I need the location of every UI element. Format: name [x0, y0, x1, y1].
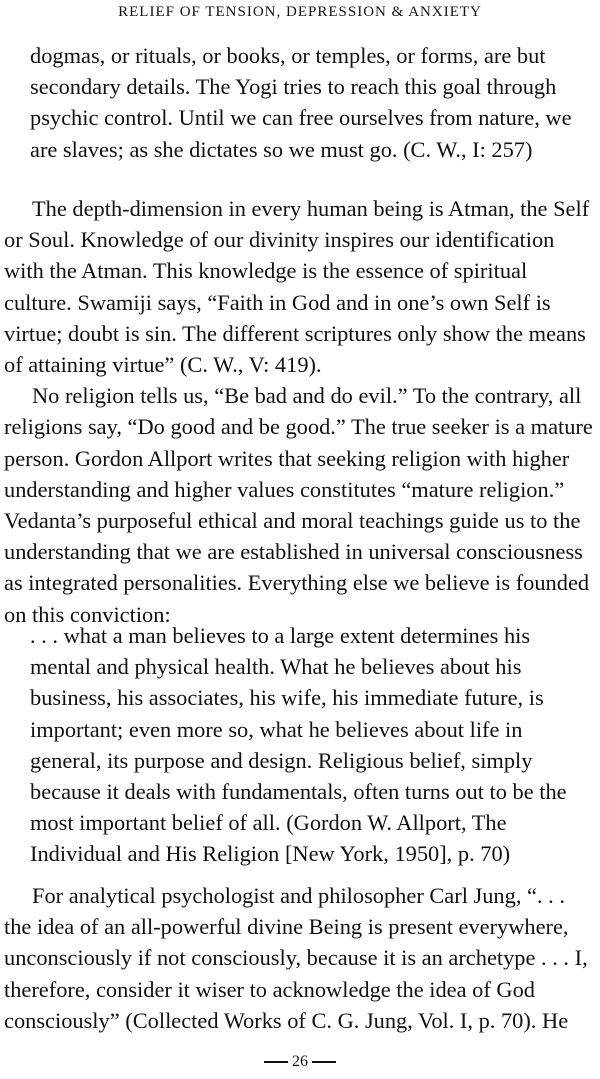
- folio-right-ornament: [312, 1061, 336, 1063]
- paragraph-jung: For analytical psychologist and philosopher Carl Jung, “. . . the idea of an all-powerful divine Being is present everywhere, unconsciously if not consciously, because it is an archetype . . . I, therefore, consider it wiser to acknowledge the idea of God consciously” (Collected Works of C. G. Jung, Vol. I, p. 70). He: [4, 883, 588, 1033]
- paragraph-atman: The depth-dimension in every human being is Atman, the Self or Soul. Knowledge of our divinity inspires our identification with the Atman. This knowledge is the essence of spiritual culture. Swamiji says, “Faith in God and in one’s own Self is virtue; doubt is sin. The different scriptures only show the means of attaining virtue” (C. W., V: 419).: [4, 196, 590, 378]
- block-quote-allport: [30, 620, 596, 870]
- continued-quote-block: [4, 40, 596, 165]
- quote-text: . . . what a man believes to a large extent determines his mental and physical health. What he believes about his business, his associates, his wife, his immediate future, is important; even more so, what he believes about life in general, its purpose and design. Religious belief, simply because it deals with fundamentals, often turns out to be the most important belief of all. (Gordon W. Allport, The Individual and His Religion [New York, 1950], p. 70): [30, 623, 567, 867]
- paragraph-no-religion: No religion tells us, “Be bad and do evil.” To the contrary, all religions say, “Do good and be good.” The true seeker is a mature person. Gordon Allport writes that seeking religion with higher understanding and higher values constitutes “mature religion.” Vedanta’s purposeful ethical and moral teachings guide us to the understanding that we are established in universal consciousness as integrated personalities. Everything else we believe is founded on this conviction:: [4, 383, 593, 627]
- page-number-text: 26: [292, 1053, 308, 1070]
- folio-left-ornament: [264, 1061, 288, 1063]
- paragraph-continued-quote: dogmas, or rituals, or books, or temples, or forms, are but secondary details. The Yogi tries to reach this goal through psychic control. Until we can free ourselves from nature, we are slaves; as she dictates so we must go. (C. W., I: 257): [30, 43, 572, 162]
- body-block-2: [4, 880, 596, 1036]
- body-block-1: [4, 193, 596, 630]
- page-number: [0, 1053, 600, 1071]
- running-head: RELIEF OF TENSION, DEPRESSION & ANXIETY: [118, 4, 482, 20]
